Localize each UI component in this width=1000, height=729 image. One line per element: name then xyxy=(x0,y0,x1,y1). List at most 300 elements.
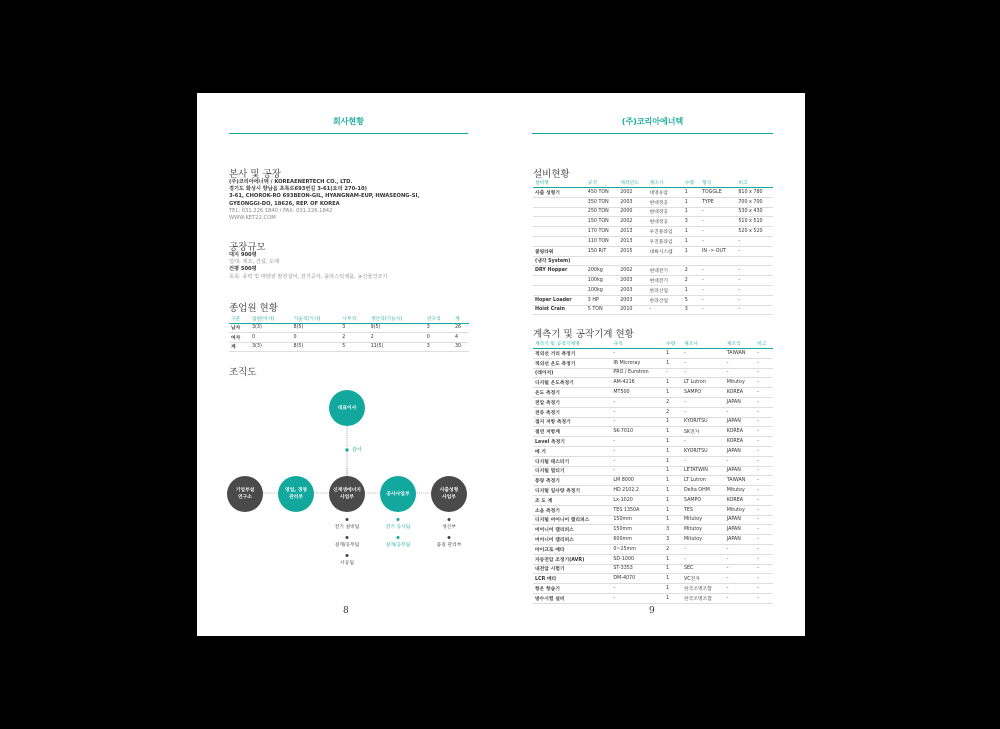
building-size: 건평 500평 xyxy=(229,266,257,273)
table-cell: IR Microray xyxy=(611,358,664,368)
table-cell: 3 HP xyxy=(586,295,618,305)
table-cell: 2003 xyxy=(618,276,647,286)
table-cell: 110 TON xyxy=(586,236,618,246)
table-row xyxy=(533,525,773,535)
table-cell: TES xyxy=(682,505,725,515)
table-cell: - xyxy=(611,456,664,466)
company-name: (주)코리아에너텍 / KOREAENERTECH CO., LTD. xyxy=(229,179,353,185)
org-dot xyxy=(448,518,451,521)
table-cell: 1 xyxy=(664,466,682,476)
table-cell: 한라산업 xyxy=(647,295,682,305)
table-cell: - xyxy=(611,349,664,359)
table-cell: KYORITSU xyxy=(682,446,725,456)
table-cell: - xyxy=(736,295,773,305)
factory-info xyxy=(229,252,388,281)
table-cell: 2003 xyxy=(618,285,647,295)
table-row xyxy=(533,427,773,437)
table-cell: 520 x 520 xyxy=(736,227,773,237)
table-cell: 2002 xyxy=(618,188,647,198)
table-header-cell: 기술직(기사) xyxy=(291,314,340,323)
table-cell: 2015 xyxy=(618,246,647,256)
table-cell: - xyxy=(700,227,736,237)
table-cell: - xyxy=(682,437,725,447)
table-cell: 3(3) xyxy=(250,323,292,333)
table-cell: - xyxy=(736,246,773,256)
table-row xyxy=(533,349,773,359)
table-cell: - xyxy=(611,407,664,417)
table-cell: 2003 xyxy=(618,295,647,305)
table-cell: DRY Hopper xyxy=(533,266,586,276)
table-cell: 우진플라임 xyxy=(647,227,682,237)
table-cell: 현대정공 xyxy=(647,197,682,207)
org-dot xyxy=(346,554,349,557)
table-cell: SK-7010 xyxy=(611,427,664,437)
table-row xyxy=(533,188,773,198)
table-cell xyxy=(647,256,682,266)
table-cell: 접지 저항 측정기 xyxy=(533,417,611,427)
table-cell: 150 R/T xyxy=(586,246,618,256)
table-cell: - xyxy=(755,515,773,525)
table-cell: 510 x 510 xyxy=(736,217,773,227)
table-cell: - xyxy=(755,349,773,359)
table-cell: 1 xyxy=(664,388,682,398)
table-cell: VC전자 xyxy=(682,574,725,584)
table-cell: 1 xyxy=(664,417,682,427)
table-row xyxy=(533,305,773,315)
table-cell xyxy=(533,227,586,237)
table-cell xyxy=(533,236,586,246)
org-node-ceo: 대표이사 xyxy=(329,390,365,426)
table-cell: 150mm xyxy=(611,525,664,535)
table-cell: - xyxy=(700,295,736,305)
table-cell: Hoist Crain xyxy=(533,305,586,315)
table-cell: Mitutoy xyxy=(682,515,725,525)
table-row xyxy=(533,388,773,398)
right-page-header: (주)코리아에너텍 xyxy=(532,115,773,134)
table-cell: 대륙시스템 xyxy=(647,246,682,256)
org-node-construction: 공사사업부 xyxy=(380,476,416,512)
table-row xyxy=(533,466,773,476)
table-cell: Hoper Loader xyxy=(533,295,586,305)
table-cell: 1 xyxy=(664,427,682,437)
table-cell: - xyxy=(755,378,773,388)
table-cell: - xyxy=(755,554,773,564)
table-cell: 2003 xyxy=(618,197,647,207)
table-cell: SD-1000 xyxy=(611,554,664,564)
table-cell: JAPAN xyxy=(725,525,755,535)
table-cell: - xyxy=(682,397,725,407)
table-cell: 8(5) xyxy=(291,323,340,333)
table-cell: 0~25mm xyxy=(611,544,664,554)
table-cell: LM 8000 xyxy=(611,476,664,486)
table-cell: 1 xyxy=(664,515,682,525)
table-cell: 풍량 측정기 xyxy=(533,476,611,486)
table-cell: 250 TON xyxy=(586,207,618,217)
table-cell: - xyxy=(682,358,725,368)
table-row xyxy=(533,368,773,378)
table-cell: 항온 항습기 xyxy=(533,584,611,594)
table-row xyxy=(229,333,469,343)
table-cell: 810 x 780 xyxy=(736,188,773,198)
table-cell: 온도 측정기 xyxy=(533,388,611,398)
table-row xyxy=(533,593,773,603)
table-row xyxy=(533,378,773,388)
table-cell: HD 2102.2 xyxy=(611,486,664,496)
equipment-table xyxy=(533,178,773,315)
table-cell: Lx-1020 xyxy=(611,495,664,505)
table-row xyxy=(533,407,773,417)
left-page xyxy=(197,93,500,636)
table-cell: - xyxy=(611,584,664,594)
table-cell: 1 xyxy=(683,246,700,256)
table-cell: KYORITSU xyxy=(682,417,725,427)
table-cell: 내전압 시험기 xyxy=(533,564,611,574)
table-row xyxy=(533,227,773,237)
table-cell: - xyxy=(700,285,736,295)
table-cell: 350 TON xyxy=(586,197,618,207)
table-cell: - xyxy=(725,554,755,564)
table-header-cell: 형식 xyxy=(700,178,736,188)
table-row xyxy=(533,256,773,266)
org-node-research-lab: 기업부설 연구소 xyxy=(227,476,263,512)
table-cell: 디지털 일사량 측정기 xyxy=(533,486,611,496)
table-cell: - xyxy=(755,495,773,505)
table-cell: SK전자 xyxy=(682,427,725,437)
table-cell: 530 x 430 xyxy=(736,207,773,217)
table-cell xyxy=(533,217,586,227)
table-cell: - xyxy=(755,466,773,476)
table-cell: 현대정공 xyxy=(647,217,682,227)
table-row xyxy=(533,535,773,545)
table-cell: TOGGLE xyxy=(700,188,736,198)
table-cell xyxy=(683,256,700,266)
table-cell: LETATWIN xyxy=(682,466,725,476)
table-cell: JAPAN xyxy=(725,397,755,407)
table-cell: - xyxy=(755,358,773,368)
table-header-cell: 연구직 xyxy=(425,314,453,323)
table-cell: 2 xyxy=(664,397,682,407)
table-row xyxy=(533,574,773,584)
table-cell: 100kg xyxy=(586,285,618,295)
table-cell: - xyxy=(725,456,755,466)
table-cell: KOREA xyxy=(725,437,755,447)
table-cell: 4 xyxy=(453,333,469,343)
table-cell: 3 xyxy=(683,217,700,227)
table-row xyxy=(533,564,773,574)
table-cell: - xyxy=(755,417,773,427)
table-cell: 버어니어 캘리퍼스 xyxy=(533,535,611,545)
table-cell: - xyxy=(725,584,755,594)
table-cell: TAIWAN xyxy=(725,476,755,486)
table-cell: - xyxy=(755,368,773,378)
table-row xyxy=(533,584,773,594)
table-cell: 1 xyxy=(664,554,682,564)
table-cell: 150 TON xyxy=(586,217,618,227)
table-cell: KOREA xyxy=(725,388,755,398)
table-cell: 전압 측정기 xyxy=(533,397,611,407)
table-header-cell: 규격 xyxy=(611,339,664,349)
table-cell: - xyxy=(664,368,682,378)
org-sub-quality: 품질 관리부 xyxy=(436,543,462,548)
table-cell: SEC xyxy=(682,564,725,574)
org-sub-installation-team: 시공팀 xyxy=(340,561,354,566)
table-cell: Delta OHM xyxy=(682,486,725,496)
table-cell: KOREA xyxy=(725,427,755,437)
table-row xyxy=(533,495,773,505)
table-cell xyxy=(700,256,736,266)
table-header-cell: 제조사 xyxy=(682,339,725,349)
table-cell xyxy=(533,207,586,217)
table-cell: 계 xyxy=(229,342,250,352)
table-cell: - xyxy=(611,437,664,447)
table-header-cell: 생산직(기능사) xyxy=(369,314,425,323)
table-cell: 사출 성형기 xyxy=(533,188,586,198)
org-audit-label: 감사 xyxy=(352,447,363,453)
table-cell: 마이크로 메타 xyxy=(533,544,611,554)
table-cell: - xyxy=(755,456,773,466)
table-cell: - xyxy=(755,564,773,574)
table-cell: - xyxy=(700,305,736,315)
table-header-cell: 비고 xyxy=(755,339,773,349)
org-section-title: 조직도 xyxy=(229,367,257,378)
table-cell: 디지털 멀티기 xyxy=(533,466,611,476)
table-row xyxy=(533,456,773,466)
table-cell xyxy=(736,256,773,266)
factory-section-title: 공장규모 xyxy=(229,242,266,253)
table-cell: 3 xyxy=(683,305,700,315)
land-use: 업태: 제조, 건설, 도매 xyxy=(229,259,280,266)
table-row xyxy=(533,236,773,246)
table-cell: 2 xyxy=(340,333,368,343)
table-cell: - xyxy=(611,397,664,407)
table-cell: 1 xyxy=(664,476,682,486)
table-row xyxy=(533,217,773,227)
table-cell: 200kg xyxy=(586,266,618,276)
table-cell: 전류 측정기 xyxy=(533,407,611,417)
org-node-injection-molding: 사출성형 사업부 xyxy=(431,476,467,512)
table-cell: 적외선 거리 측정기 xyxy=(533,349,611,359)
land-size: 대지 900평 xyxy=(229,252,257,258)
table-cell: TAIWAN xyxy=(725,349,755,359)
table-cell: 5 xyxy=(683,295,700,305)
table-cell: - xyxy=(755,505,773,515)
table-cell: - xyxy=(755,446,773,456)
table-cell: - xyxy=(755,427,773,437)
address-korean: 경기도 화성시 향남읍 초록로693번길 3-61(요리 270-10) xyxy=(229,186,367,193)
table-cell: - xyxy=(755,544,773,554)
table-cell: SAMPO xyxy=(682,388,725,398)
table-cell: Mitutoy xyxy=(682,535,725,545)
table-cell: - xyxy=(700,276,736,286)
table-header-cell: 사무직 xyxy=(340,314,368,323)
table-cell: 2 xyxy=(369,333,425,343)
table-row xyxy=(533,544,773,554)
table-cell: (레이저) xyxy=(533,368,611,378)
table-cell xyxy=(533,285,586,295)
table-cell: 1 xyxy=(683,197,700,207)
table-cell: - xyxy=(682,544,725,554)
table-row xyxy=(533,295,773,305)
table-cell: Mitutoy xyxy=(725,378,755,388)
table-header-cell: 제조사 xyxy=(647,178,682,188)
table-cell: 1 xyxy=(683,227,700,237)
table-cell: - xyxy=(755,574,773,584)
table-cell: JAPAN xyxy=(725,515,755,525)
table-row xyxy=(533,515,773,525)
table-cell: 적외선 온도 측정기 xyxy=(533,358,611,368)
table-row xyxy=(533,486,773,496)
table-cell: 1 xyxy=(683,285,700,295)
org-dot xyxy=(397,536,400,539)
table-cell: 1 xyxy=(683,207,700,217)
table-cell: 1 xyxy=(664,486,682,496)
table-cell: - xyxy=(736,276,773,286)
table-row xyxy=(533,285,773,295)
table-cell: 1 xyxy=(664,495,682,505)
table-cell: 한국조명조합 xyxy=(682,593,725,603)
table-cell: - xyxy=(725,368,755,378)
table-row xyxy=(229,342,469,352)
table-cell: 1 xyxy=(664,358,682,368)
employees-table xyxy=(229,314,469,352)
table-row xyxy=(533,417,773,427)
instruments-section-title: 계측기 및 공작기계 현황 xyxy=(533,329,634,340)
table-cell: 0 xyxy=(425,333,453,343)
table-cell: - xyxy=(755,525,773,535)
table-cell: - xyxy=(725,544,755,554)
table-cell: Mitutoy xyxy=(682,525,725,535)
company-address-block xyxy=(229,179,419,222)
table-cell: - xyxy=(647,305,682,315)
table-cell: 소음 측정기 xyxy=(533,505,611,515)
table-cell: 170 TON xyxy=(586,227,618,237)
table-cell: - xyxy=(682,407,725,417)
table-cell xyxy=(586,256,618,266)
table-cell: - xyxy=(682,349,725,359)
table-cell: 2000 xyxy=(618,207,647,217)
table-cell: Level 측정기 xyxy=(533,437,611,447)
table-header-cell: 수량 xyxy=(664,339,682,349)
table-cell: 3 xyxy=(664,535,682,545)
table-cell: 메 거 xyxy=(533,446,611,456)
table-cell: LT Lutron xyxy=(682,476,725,486)
table-row xyxy=(533,246,773,256)
table-row xyxy=(533,446,773,456)
org-dot xyxy=(346,536,349,539)
table-cell: 26 xyxy=(453,323,469,333)
table-cell: 3 xyxy=(425,342,453,352)
table-cell: - xyxy=(725,564,755,574)
table-cell: 1 xyxy=(664,446,682,456)
table-cell: 현대전기 xyxy=(647,276,682,286)
table-cell: 3 xyxy=(340,323,368,333)
org-node-renewable-energy: 신재생에너지 사업부 xyxy=(329,476,365,512)
table-cell: TYPE xyxy=(700,197,736,207)
table-cell: TES 1350A xyxy=(611,505,664,515)
table-cell: 1 xyxy=(683,236,700,246)
table-cell: 디지털 버어니어 캘리퍼스 xyxy=(533,515,611,525)
table-cell: 0 xyxy=(250,333,292,343)
table-header-row xyxy=(533,339,773,349)
table-cell: 2 xyxy=(683,276,700,286)
table-header-cell: 설비명 xyxy=(533,178,586,188)
table-cell: 1 xyxy=(683,188,700,198)
table-cell: Mitutoy xyxy=(725,505,755,515)
table-cell: 현대전기 xyxy=(647,266,682,276)
table-cell: - xyxy=(755,593,773,603)
page-number-right: 9 xyxy=(649,606,655,616)
table-row xyxy=(533,207,773,217)
table-cell: 0 xyxy=(291,333,340,343)
table-cell: - xyxy=(700,266,736,276)
table-cell: 8(5) xyxy=(291,342,340,352)
table-cell: SAMPO xyxy=(682,495,725,505)
table-cell: 1 xyxy=(664,349,682,359)
table-header-row xyxy=(229,314,469,323)
employees-section-title: 종업원 현황 xyxy=(229,303,278,314)
table-cell: - xyxy=(682,554,725,564)
org-node-sales-management: 영업, 경영 관리부 xyxy=(278,476,314,512)
table-cell: 1 xyxy=(664,505,682,515)
table-cell: ST-3353 xyxy=(611,564,664,574)
org-dot xyxy=(397,518,400,521)
table-cell: 우진플라임 xyxy=(647,236,682,246)
table-cell: 1 xyxy=(664,593,682,603)
table-cell: 2013 xyxy=(618,236,647,246)
table-cell: AM-4216 xyxy=(611,378,664,388)
table-cell: 2013 xyxy=(618,227,647,237)
address-english-line2: GYEONGGI-DO, 18626, REP. OF KOREA xyxy=(229,200,340,207)
table-cell: 방수시험 설비 xyxy=(533,593,611,603)
table-cell: - xyxy=(755,476,773,486)
table-cell: - xyxy=(755,535,773,545)
table-cell: 5 xyxy=(340,342,368,352)
table-cell: 현대정공 xyxy=(647,207,682,217)
table-cell: 디지털 온도측정기 xyxy=(533,378,611,388)
table-cell: 2002 xyxy=(618,266,647,276)
table-cell: 한라산업 xyxy=(647,285,682,295)
instruments-table xyxy=(533,339,773,604)
table-cell: - xyxy=(700,217,736,227)
org-dot xyxy=(448,536,451,539)
table-cell: 조 도 계 xyxy=(533,495,611,505)
table-cell: - xyxy=(725,574,755,584)
table-cell: - xyxy=(755,407,773,417)
table-cell: - xyxy=(611,593,664,603)
table-cell: 버어니어 캘리퍼스 xyxy=(533,525,611,535)
table-cell: JAPAN xyxy=(725,446,755,456)
table-cell xyxy=(533,276,586,286)
table-cell: 자동전압 조정기(AVR) xyxy=(533,554,611,564)
table-cell: LT Lutron xyxy=(682,378,725,388)
table-cell: 1 xyxy=(664,456,682,466)
table-row xyxy=(533,397,773,407)
table-cell: - xyxy=(755,397,773,407)
right-page xyxy=(500,93,805,636)
table-cell: PRO / Eurotron xyxy=(611,368,664,378)
page-number-left: 8 xyxy=(343,606,349,616)
table-cell: 2010 xyxy=(618,305,647,315)
table-cell: 쿨링타워 xyxy=(533,246,586,256)
table-row xyxy=(533,358,773,368)
table-row xyxy=(533,554,773,564)
table-cell: - xyxy=(682,368,725,378)
table-header-cell: 계측기 및 공작기계명 xyxy=(533,339,611,349)
table-cell: 100kg xyxy=(586,276,618,286)
table-cell: 디지털 테스터기 xyxy=(533,456,611,466)
table-cell: 2 xyxy=(664,407,682,417)
table-cell: - xyxy=(755,486,773,496)
